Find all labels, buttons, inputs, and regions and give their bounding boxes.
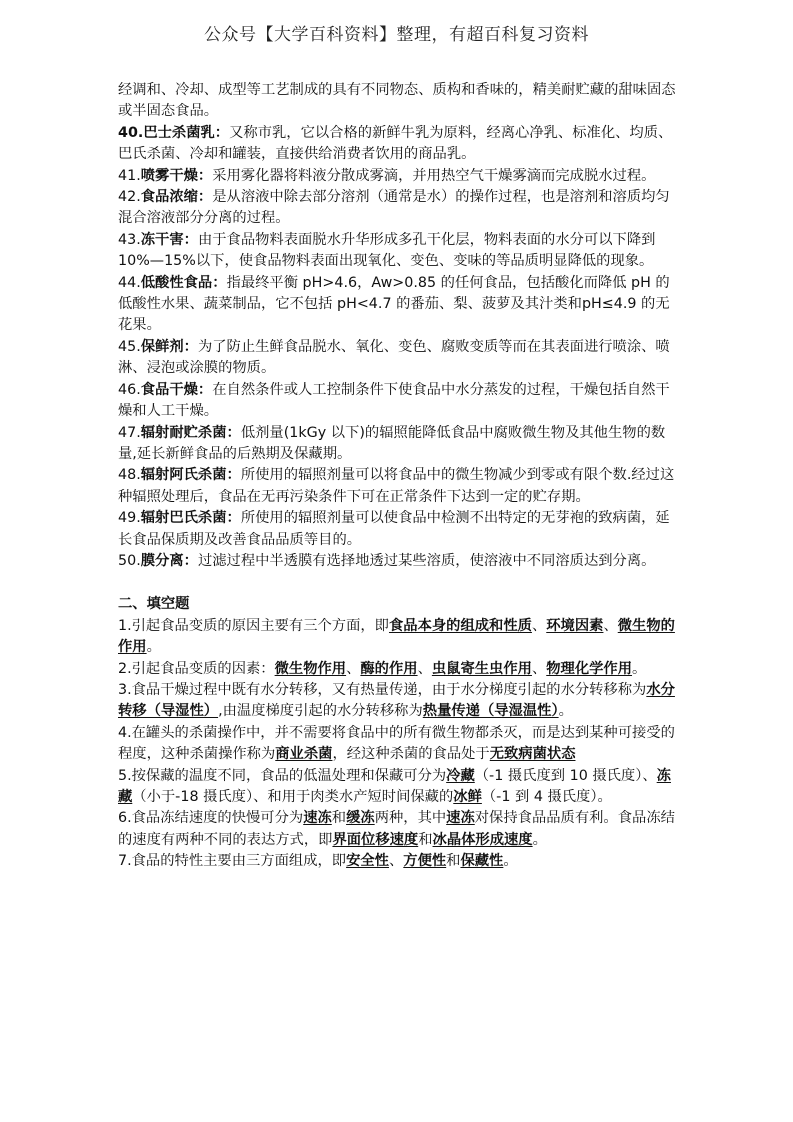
question-4 bbox=[118, 723, 678, 766]
answer: 微生物的作用 bbox=[118, 617, 675, 656]
question-text: 。 bbox=[632, 660, 647, 677]
definition-number: 48. bbox=[118, 467, 141, 484]
answer: 冰鲜 bbox=[453, 789, 482, 805]
answer: 冻藏 bbox=[118, 767, 671, 805]
definition-text: 又称市乳，它以合格的新鲜牛乳为原料，经离心净乳、标准化、均质、巴氏杀菌、冷却和罐装，直接供给消费者饮用的商品乳。 bbox=[118, 124, 673, 163]
question-text: 3.食品干燥过程中既有水分转移，又有热量传递，由于水分梯度引起的水分转移称为 bbox=[118, 681, 647, 698]
definition-number: 45. bbox=[118, 338, 141, 355]
question-text: 7.食品的特性主要由三方面组成，即 bbox=[118, 853, 347, 870]
page-header: 公众号【大学百科资料】整理，有超百科复习资料 bbox=[204, 25, 589, 45]
definition-number: 40. bbox=[118, 124, 144, 141]
question-text: 、 bbox=[531, 660, 547, 677]
definition-term: 冻干害： bbox=[140, 231, 198, 248]
definition-term: 巴士杀菌乳： bbox=[143, 124, 230, 141]
question-3 bbox=[118, 680, 678, 723]
definition-item bbox=[118, 423, 678, 466]
definition-number: 46. bbox=[118, 381, 141, 398]
answer: 冷藏 bbox=[446, 767, 475, 784]
definition-term: 辐射耐贮杀菌： bbox=[140, 424, 241, 441]
definition-term: 低酸性食品： bbox=[140, 274, 227, 291]
question-text: 、 bbox=[531, 617, 547, 634]
definition-text: 所使用的辐照剂量可以使食品中检测不出特定的无芽袍的致病菌，延长食品保质期及改善食品品质等目的。 bbox=[118, 510, 670, 548]
question-1 bbox=[118, 616, 678, 659]
definition-item bbox=[118, 551, 678, 572]
definition-item bbox=[118, 380, 678, 423]
answer: 热量传递（导湿温性） bbox=[422, 703, 559, 720]
definition-item bbox=[118, 187, 678, 230]
question-text: 、 bbox=[417, 660, 432, 677]
question-6 bbox=[118, 808, 678, 851]
definition-number: 49. bbox=[118, 510, 141, 527]
answer: 食品本身的组成和性质 bbox=[388, 617, 532, 634]
question-text: ，经这种杀菌的食品处于 bbox=[332, 746, 490, 763]
question-text: 2.引起食品变质的因素： bbox=[118, 660, 275, 677]
definition-number: 42. bbox=[118, 189, 141, 206]
question-text: （小于-18 摄氏度）、和用于肉类水产短时间保藏的 bbox=[132, 789, 454, 805]
answer: 速冻 bbox=[446, 810, 475, 827]
definition-term: 喷雾干燥： bbox=[140, 167, 213, 184]
question-text: （-1 摄氏度到 10 摄氏度）、 bbox=[474, 767, 657, 784]
question-2 bbox=[118, 659, 678, 680]
section-title: 二、填空题 bbox=[118, 596, 190, 613]
definition-term: 辐射巴氏杀菌： bbox=[140, 510, 241, 527]
definition-text: 在自然条件或人工控制条件下使食品中水分蒸发的过程，干燥包括自然干燥和人工干燥。 bbox=[118, 381, 670, 420]
answer: 界面位移速度 bbox=[332, 831, 419, 848]
definition-text: 由于食品物料表面脱水升华形成多孔干化层，物料表面的水分可以下降到 10%—15%以下，使食品物料表面出现氧化、变色、变味的等品质明显降低的现象。 bbox=[118, 231, 656, 270]
answer: 冰晶体形成速度 bbox=[432, 831, 533, 848]
definition-term: 食品干燥： bbox=[140, 381, 213, 398]
definitions-list bbox=[118, 80, 678, 572]
question-text: 、 bbox=[603, 617, 618, 634]
definition-text: 采用雾化器将料液分散成雾滴，并用热空气干燥雾滴而完成脱水过程。 bbox=[212, 167, 656, 184]
definition-number: 47. bbox=[118, 424, 141, 441]
definition-text: 过滤过程中半透膜有选择地透过某些溶质，使溶液中不同溶质达到分离。 bbox=[197, 552, 656, 569]
question-5 bbox=[118, 766, 678, 809]
definition-term: 保鲜剂： bbox=[140, 338, 198, 355]
definition-item bbox=[118, 337, 678, 380]
answer: 无致病菌状态 bbox=[489, 746, 576, 763]
definition-continuation bbox=[118, 80, 678, 123]
definition-text: 指最终平衡 pH>4.6，Aw>0.85 的任何食品，包括酸化而降低 pH 的低酸性水果、蔬菜制品，它不包括 pH<4.7 的番茄、梨、菠萝及其汁类和pH≤4.9 的无花果。 bbox=[118, 274, 670, 334]
question-text: 和 bbox=[418, 831, 433, 848]
answer: 微生物作用 bbox=[274, 660, 347, 677]
question-text: 两种，其中 bbox=[374, 810, 447, 827]
definition-item bbox=[118, 166, 678, 187]
answer: 缓冻 bbox=[346, 810, 375, 827]
definition-item bbox=[118, 465, 678, 508]
definition-term: 膜分离： bbox=[140, 552, 198, 569]
question-text: 。 bbox=[146, 639, 161, 656]
definition-text: 所使用的辐照剂量可以将食品中的微生物减少到零或有限个数.经过这种辐照处理后，食品在无再污染条件下可在正常条件下达到一定的贮存期。 bbox=[118, 467, 675, 505]
answer: 商业杀菌 bbox=[275, 746, 333, 763]
question-text: 和 bbox=[331, 810, 347, 827]
definition-item bbox=[118, 230, 678, 273]
definition-number: 41. bbox=[118, 167, 141, 184]
answer: 水分转移（导湿性） bbox=[118, 681, 675, 720]
question-text: 、 bbox=[346, 660, 361, 677]
question-text: 1.引起食品变质的原因主要有三个方面，即 bbox=[118, 617, 389, 634]
answer: 方便性 bbox=[403, 853, 447, 870]
definition-number: 43. bbox=[118, 231, 141, 248]
answer: 物理化学作用 bbox=[546, 660, 633, 677]
definition-text: 是从溶液中除去部分溶剂（通常是水）的操作过程，也是溶剂和溶质均匀混合溶液部分分离的过程。 bbox=[118, 189, 670, 227]
fill-in-section bbox=[118, 594, 678, 872]
definition-number: 44. bbox=[118, 274, 141, 291]
question-text: 6.食品冻结速度的快慢可分为 bbox=[118, 810, 304, 827]
answer: 虫鼠寄生虫作用 bbox=[431, 660, 532, 677]
answer: 环境因素 bbox=[546, 617, 604, 634]
question-text: 4.在罐头的杀菌操作中，并不需要将食品中的所有微生物都杀灭，而是达到某种可接受的程度，这种杀菌操作称为 bbox=[118, 724, 675, 763]
definition-item bbox=[118, 508, 678, 551]
definition-term: 食品浓缩： bbox=[140, 189, 213, 206]
answer: 酶的作用 bbox=[360, 660, 418, 677]
definition-text: 为了防止生鲜食品脱水、氧化、变色、腐败变质等而在其表面进行喷涂、喷淋、浸泡或涂膜的物质。 bbox=[118, 338, 670, 377]
section-spacer bbox=[118, 572, 678, 594]
definition-text: 低剂量(1kGy 以下)的辐照能降低食品中腐败微生物及其他生物的数量,延长新鲜食品的后熟期及保藏期。 bbox=[118, 424, 666, 462]
document-body bbox=[118, 80, 678, 873]
definition-term: 辐射阿氏杀菌： bbox=[140, 467, 241, 484]
definition-number: 50. bbox=[118, 552, 141, 569]
question-text: 5.按保藏的温度不同，食品的低温处理和保藏可分为 bbox=[118, 767, 447, 784]
question-text: 。 bbox=[558, 703, 573, 720]
definition-item bbox=[118, 273, 678, 337]
definition-item bbox=[118, 123, 678, 166]
question-7 bbox=[118, 851, 678, 872]
question-text: （-1 到 4 摄氏度）。 bbox=[481, 789, 612, 805]
definition-text: 经调和、冷却、成型等工艺制成的具有不同物态、质构和香味的，精美耐贮藏的甜味固态或半固态食品。 bbox=[118, 82, 676, 120]
question-text: 和 bbox=[446, 853, 461, 870]
answer: 安全性 bbox=[346, 853, 389, 870]
answer: 速冻 bbox=[303, 810, 332, 827]
question-text: 。 bbox=[503, 853, 518, 870]
question-text: 、 bbox=[388, 853, 404, 870]
answer: 保藏性 bbox=[460, 853, 504, 870]
question-text: ,由温度梯度引起的水分转移称为 bbox=[218, 703, 423, 720]
question-text: 。 bbox=[532, 831, 547, 848]
question-text: 对保持食品品质有利。食品冻结的速度有两种不同的表达方式，即 bbox=[118, 810, 675, 848]
